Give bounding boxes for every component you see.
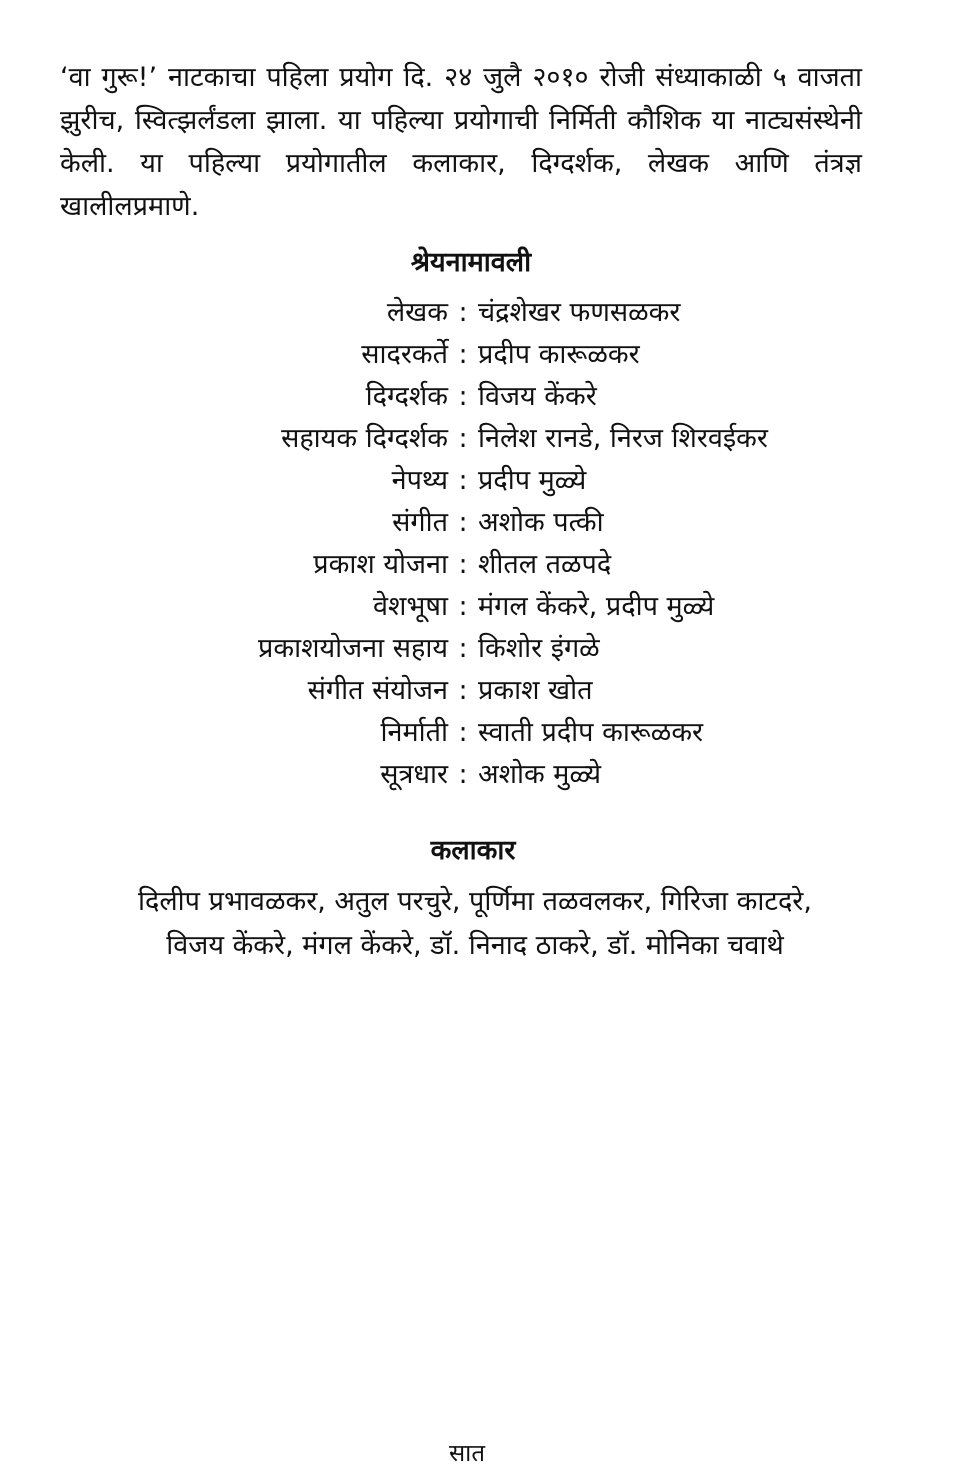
credit-separator: : — [458, 591, 468, 622]
credit-role: सहायक दिग्दर्शक — [281, 423, 448, 454]
credit-separator: : — [458, 423, 468, 454]
credit-name: चंद्रशेखर फणसळकर — [478, 297, 681, 328]
credit-name: अशोक पत्की — [478, 507, 604, 538]
page-number: सात — [448, 1439, 486, 1467]
credit-row-assistant-director — [0, 418, 978, 460]
cast-line: विजय केंकरे, मंगल केंकरे, डॉ. निनाद ठाकरे, डॉ. मोनिका चवाथे — [166, 930, 784, 961]
credit-name: मंगल केंकरे, प्रदीप मुळ्ये — [478, 591, 715, 622]
credit-role: नेपथ्य — [391, 465, 448, 496]
credit-role: लेखक — [386, 297, 448, 328]
credit-role: दिग्दर्शक — [365, 381, 448, 412]
cast-heading: कलाकार — [430, 835, 516, 866]
credit-row-music — [0, 502, 978, 544]
credit-row-director — [0, 376, 978, 418]
credit-row-producer — [0, 712, 978, 754]
credit-separator: : — [458, 717, 468, 748]
credit-row-anchor — [0, 754, 978, 796]
credits-heading: श्रेयनामावली — [410, 247, 532, 278]
credit-separator: : — [458, 339, 468, 370]
credits-list — [0, 292, 978, 796]
credit-name: अशोक मुळ्ये — [478, 759, 602, 790]
credit-name: स्वाती प्रदीप कारूळकर — [478, 717, 704, 748]
credit-role: निर्माती — [380, 717, 448, 748]
cast-names — [60, 880, 890, 968]
credit-name: विजय केंकरे — [478, 381, 597, 412]
intro-paragraph: ‘वा गुरू!’ नाटकाचा पहिला प्रयोग दि. २४ जुलै २०१० रोजी संध्याकाळी ५ वाजता झुरीच, स्वित्झर्लंडला झाला. या पहिल्या प्रयोगाची निर्मिती कौशिक या नाट्यसंस्थेनी केली. या पहिल्या प्रयोगातील कलाकार, दिग्दर्शक, लेखक आणि तंत्रज्ञ खालीलप्रमाणे. — [60, 62, 862, 222]
credit-row-lighting — [0, 544, 978, 586]
credit-row-presenter — [0, 334, 978, 376]
credit-separator: : — [458, 297, 468, 328]
credit-separator: : — [458, 633, 468, 664]
credit-row-costume — [0, 586, 978, 628]
credit-separator: : — [458, 675, 468, 706]
credit-row-lighting-assistant — [0, 628, 978, 670]
credit-name: प्रकाश खोत — [478, 675, 593, 706]
credit-separator: : — [458, 381, 468, 412]
credit-role: प्रकाश योजना — [313, 549, 448, 580]
credit-separator: : — [458, 759, 468, 790]
credit-separator: : — [458, 507, 468, 538]
credit-name: शीतल तळपदे — [478, 549, 612, 580]
credit-separator: : — [458, 465, 468, 496]
credit-role: वेशभूषा — [373, 591, 448, 622]
credit-role: सूत्रधार — [380, 759, 448, 790]
credit-name: प्रदीप कारूळकर — [478, 339, 640, 370]
credit-separator: : — [458, 549, 468, 580]
credit-role: संगीत — [392, 507, 448, 538]
credit-name: किशोर इंगळे — [478, 633, 600, 664]
credit-role: संगीत संयोजन — [307, 675, 448, 706]
credit-row-writer — [0, 292, 978, 334]
credit-name: निलेश रानडे, निरज शिरवईकर — [478, 423, 768, 454]
credit-row-music-operation — [0, 670, 978, 712]
credit-role: सादरकर्ते — [361, 339, 448, 370]
credit-row-set-design — [0, 460, 978, 502]
credit-name: प्रदीप मुळ्ये — [478, 465, 587, 496]
cast-line: दिलीप प्रभावळकर, अतुल परचुरे, पूर्णिमा तळवलकर, गिरिजा काटदरे, — [138, 886, 812, 917]
credit-role: प्रकाशयोजना सहाय — [258, 633, 448, 664]
